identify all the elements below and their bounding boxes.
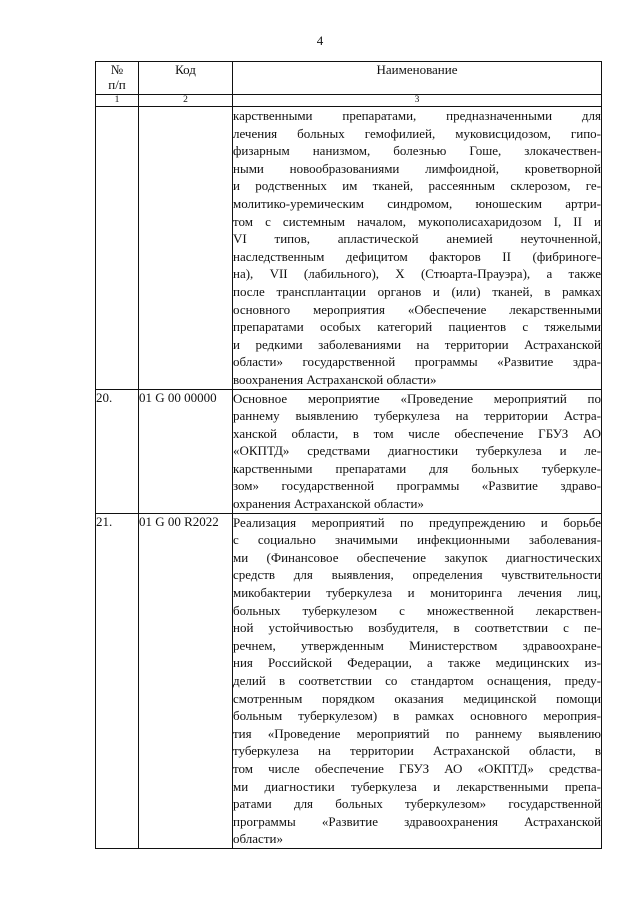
- column-number-row: [96, 95, 602, 107]
- row-name-line: лечения больных гемофилией, муковисцидозом, гипо-: [233, 125, 601, 141]
- row-name-line: области»: [233, 831, 283, 847]
- row-name-line: на), VII (лабильного), X (Стюарта-Прауэра), а также: [233, 266, 601, 282]
- row-number: 21.: [96, 513, 139, 848]
- row-name-line: тия «Проведение мероприятий по раннему выявлению: [233, 725, 601, 741]
- row-name-line: физарным нанизмом, болезнью Гоше, злокачествен-: [233, 143, 601, 159]
- row-code: 01 G 00 00000: [139, 389, 233, 513]
- row-name-line: больных туберкулезом с множественной лекарствен-: [233, 602, 601, 618]
- row-name-line: VI типов, апластической анемией неуточненной,: [233, 231, 601, 247]
- row-name-line: Основное мероприятие «Проведение мероприятий по: [233, 390, 601, 406]
- row-name-line: области» государственной программы «Развитие здра-: [233, 354, 601, 370]
- row-name-line: том числе обеспечение ГБУЗ АО «ОКПТД» средства-: [233, 760, 601, 776]
- row-name-line: наследственным дефицитом факторов II (фибриноге-: [233, 248, 601, 264]
- header-number-label: № п/п: [108, 62, 126, 92]
- row-name-line: охранения Астраханской области»: [233, 496, 424, 512]
- table-header-row: [96, 62, 602, 95]
- row-name-line: карственными препаратами для больных туберкуле-: [233, 460, 601, 476]
- row-name-line: ми (Финансовое обеспечение закупок диагностических: [233, 549, 601, 565]
- header-name-label: Наименование: [376, 62, 458, 77]
- row-name-line: с социально значимыми инфекционными заболевания-: [233, 532, 601, 548]
- header-code: [139, 62, 233, 95]
- column-number-1: 1: [96, 95, 139, 107]
- table-row: [96, 107, 602, 390]
- row-name-line: туберкулеза на территории Астраханской области, в: [233, 743, 601, 759]
- row-name-line: после трансплантации органов и (или) тканей, в рамках: [233, 283, 601, 299]
- row-name-line: воохранения Астраханской области»: [233, 371, 437, 387]
- row-name-line: том с системным началом, мукополисахаридозом I, II и: [233, 213, 601, 229]
- header-name: [233, 62, 602, 95]
- row-name-line: ханской области, в том числе обеспечение ГБУЗ АО: [233, 425, 601, 441]
- header-code-label: Код: [175, 62, 196, 77]
- row-name-line: Реализация мероприятий по предупреждению и борьбе: [233, 514, 601, 530]
- row-name: [233, 107, 602, 390]
- row-name-line: и редкими заболеваниями на территории Астраханской: [233, 336, 601, 352]
- row-number: [96, 107, 139, 390]
- column-number-2: 2: [139, 95, 233, 107]
- row-name-line: карственными препаратами, предназначенными для: [233, 108, 601, 123]
- row-name-line: средств для выявления, определения чувствительности: [233, 567, 601, 583]
- row-name-line: «ОКПТД» средствами диагностики туберкулеза и ле-: [233, 443, 601, 459]
- row-name-line: ния Российской Федерации, а также медицинских из-: [233, 655, 601, 671]
- row-name-line: ной устойчивостью возбудителя, в соответствии с пе-: [233, 620, 601, 636]
- row-code: [139, 107, 233, 390]
- row-name-line: молитико-уремическим синдромом, юношеским артри-: [233, 195, 601, 211]
- row-name: [233, 389, 602, 513]
- row-name-line: программы «Развитие здравоохранения Астраханской: [233, 813, 601, 829]
- column-number-3: 3: [233, 95, 602, 107]
- page-number: 4: [316, 33, 324, 48]
- row-name-line: делий в соответствии со стандартом оснащения, преду-: [233, 673, 601, 688]
- row-name-line: больным туберкулезом) в рамках основного мероприя-: [233, 708, 601, 724]
- table-row: [96, 513, 602, 848]
- row-name-line: микобактерии туберкулеза и мониторинга лечения лиц,: [233, 585, 601, 601]
- row-name: [233, 513, 602, 848]
- row-name-line: ратами для больных туберкулезом» государственной: [233, 796, 601, 812]
- row-name-line: препаратами особых категорий пациентов с тяжелыми: [233, 319, 601, 335]
- row-name-line: речнем, утвержденным Министерством здравоохране-: [233, 637, 601, 653]
- table-row: [96, 389, 602, 513]
- row-name-line: смотренным порядком оказания медицинской помощи: [233, 690, 601, 706]
- row-name-line: ными новообразованиями лимфоидной, кроветворной: [233, 160, 601, 176]
- row-name-line: основного мероприятия «Обеспечение лекарственными: [233, 301, 601, 317]
- row-number: 20.: [96, 389, 139, 513]
- row-name-line: ми диагностики туберкулеза и лекарственными препа-: [233, 778, 601, 794]
- header-number: [96, 62, 139, 95]
- row-name-line: зом» государственной программы «Развитие здраво-: [233, 478, 601, 494]
- budget-classification-table: [95, 61, 602, 849]
- row-name-line: и родственных им тканей, рассеянным склерозом, ге-: [233, 178, 601, 194]
- row-name-line: раннему выявлению туберкулеза на территории Астра-: [233, 408, 601, 424]
- row-code: 01 G 00 R2022: [139, 513, 233, 848]
